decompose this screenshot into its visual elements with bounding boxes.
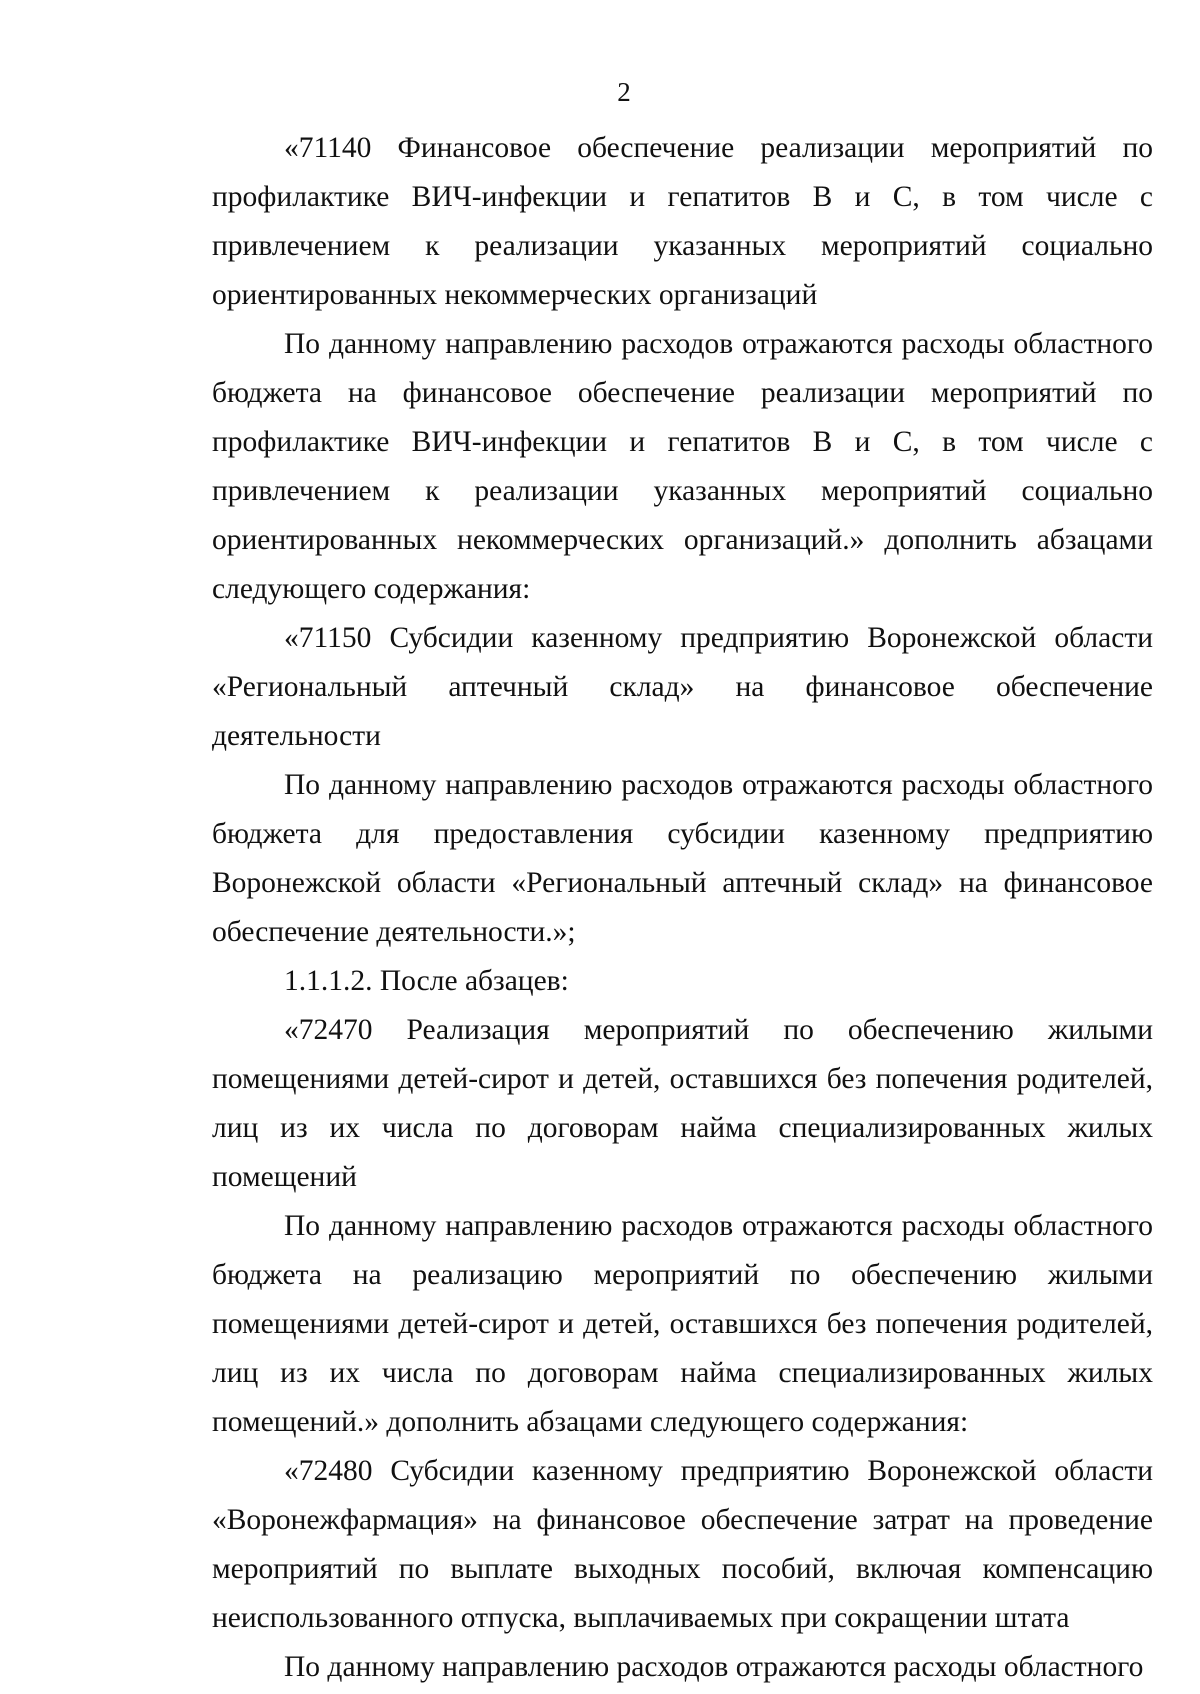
page-number: 2 (617, 77, 631, 107)
paragraph-code-72470: «72470 Реализация мероприятий по обеспечению жилыми помещениями детей-сирот и детей, оставшихся без попечения родителей, лиц из их числа по договорам найма специализированных жилых помещений (212, 1014, 1153, 1193)
paragraph-code-72480: «72480 Субсидии казенному предприятию Воронежской области «Воронежфармация» на финансовое обеспечение затрат на проведение мероприятий по выплате выходных пособий, включая компенсацию неиспользованного отпуска, выплачиваемых при сокращении штата (212, 1455, 1153, 1634)
paragraph-code-71140: «71140 Финансовое обеспечение реализации мероприятий по профилактике ВИЧ-инфекции и гепатитов В и С, в том числе с привлечением к реализации указанных мероприятий социально ориентированных некоммерческих организаций (212, 132, 1153, 311)
paragraph-71140-description: По данному направлению расходов отражаются расходы областного бюджета на финансовое обеспечение реализации мероприятий по профилактике ВИЧ-инфекции и гепатитов В и С, в том числе с привлечением к реализации указанных мероприятий социально ориентированных некоммерческих организаций.» дополнить абзацами следующего содержания: (212, 328, 1153, 605)
paragraph-72480-description-start: По данному направлению расходов отражаются расходы областного (284, 1651, 1144, 1683)
paragraph-71150-description: По данному направлению расходов отражаются расходы областного бюджета для предоставления субсидии казенному предприятию Воронежской области «Региональный аптечный склад» на финансовое обеспечение деятельности.»; (212, 769, 1153, 948)
paragraph-code-71150: «71150 Субсидии казенному предприятию Воронежской области «Региональный аптечный склад» на финансовое обеспечение деятельности (212, 622, 1153, 752)
document-body (212, 124, 1153, 1692)
paragraph-section-1-1-1-2: 1.1.1.2. После абзацев: (284, 965, 569, 997)
paragraph-72470-description: По данному направлению расходов отражаются расходы областного бюджета на реализацию мероприятий по обеспечению жилыми помещениями детей-сирот и детей, оставшихся без попечения родителей, лиц из их числа по договорам найма специализированных жилых помещений.» дополнить абзацами следующего содержания: (212, 1210, 1153, 1438)
